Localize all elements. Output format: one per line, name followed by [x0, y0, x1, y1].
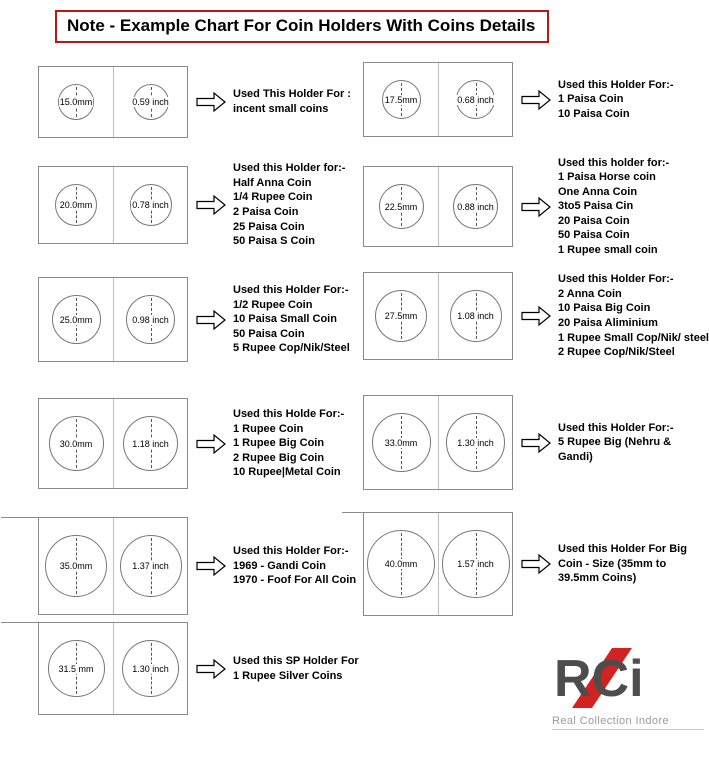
- coin-cell-inch: [438, 167, 512, 246]
- coin-holder-card: [38, 277, 188, 362]
- description-line: Used this Holde For:-: [233, 408, 345, 421]
- description-line: Used this Holder For:-: [233, 284, 349, 297]
- description-line: Used This Holder For :: [233, 88, 351, 101]
- description-line: Coin - Size (35mm to: [558, 557, 667, 570]
- coin-cell-inch: [113, 399, 187, 488]
- coin-circle-inch: [450, 290, 502, 342]
- coin-circle-mm: [372, 413, 431, 472]
- coin-cell-mm: [39, 623, 113, 714]
- coin-size-mm-label: 27.5mm: [384, 311, 418, 321]
- arrow-right-icon: [196, 433, 226, 455]
- coin-holder-card: [38, 517, 188, 615]
- holder-description: [233, 283, 367, 356]
- description-line: 1969 - Gandi Coin: [233, 559, 326, 572]
- description-line: 20 Paisa Coin: [558, 214, 630, 227]
- coin-cell-mm: [39, 67, 113, 137]
- coin-size-mm-label: 25.0mm: [59, 314, 93, 325]
- coin-holder-card: [363, 512, 513, 616]
- coin-size-mm-label: 33.0mm: [384, 437, 418, 448]
- description-line: 2 Rupee Big Coin: [233, 451, 325, 464]
- holder-row: [38, 622, 367, 715]
- coin-circle-inch: [133, 84, 169, 120]
- coin-size-inch-label: 1.08 inch: [457, 311, 494, 321]
- description-line: 25 Paisa Coin: [233, 220, 305, 233]
- coin-circle-inch: [122, 640, 179, 697]
- coin-circle-inch: [453, 184, 498, 229]
- description-line: 50 Paisa S Coin: [233, 235, 315, 248]
- coin-holder-card: [363, 272, 513, 360]
- description-line: Used this Holder For:-: [558, 421, 674, 434]
- coin-circle-inch: [126, 295, 175, 344]
- coin-holder-card: [363, 166, 513, 247]
- coin-circle-mm: [382, 80, 421, 119]
- coin-cell-inch: [113, 278, 187, 361]
- holder-description: [233, 654, 367, 683]
- coin-size-mm-label: 35.0mm: [59, 561, 93, 571]
- coin-holder-card: [38, 398, 188, 489]
- arrow-right-icon: [196, 555, 226, 577]
- description-line: 10 Paisa Big Coin: [558, 302, 651, 315]
- description-line: incent small coins: [233, 103, 329, 115]
- arrow-right-icon: [521, 553, 551, 575]
- coin-cell-inch: [113, 518, 187, 614]
- description-line: 1970 - Foof For All Coin: [233, 574, 357, 587]
- coin-circle-inch: [456, 80, 495, 119]
- coin-holder-card: [363, 395, 513, 490]
- description-line: 1 Rupee Small Cop/Nik/ steel: [558, 331, 709, 344]
- description-line: 2 Rupee Cop/Nik/Steel: [558, 346, 675, 359]
- coin-circle-inch: [442, 530, 510, 598]
- holder-row: [363, 272, 709, 360]
- holder-row: [38, 517, 367, 615]
- arrow-right-icon: [521, 196, 551, 218]
- arrow-right-icon: [196, 194, 226, 216]
- coin-circle-inch: [120, 535, 182, 597]
- coin-cell-mm: [364, 63, 438, 136]
- description-line: Used this Holder For Big: [558, 543, 687, 556]
- coin-circle-inch: [123, 416, 178, 471]
- description-line: One Anna Coin: [558, 185, 638, 198]
- description-line: Used this Holder For:-: [233, 545, 349, 558]
- coin-circle-inch: [130, 184, 172, 226]
- coin-cell-mm: [364, 396, 438, 489]
- coin-size-mm-label: 40.0mm: [384, 559, 418, 569]
- coin-holder-card: [38, 66, 188, 138]
- description-line: Used this Holder For:-: [558, 78, 674, 91]
- coin-size-inch-label: 0.68 inch: [457, 94, 494, 105]
- coin-size-inch-label: 1.30 inch: [132, 663, 169, 674]
- coin-cell-mm: [364, 273, 438, 359]
- coin-holder-card: [38, 166, 188, 244]
- description-line: Half Anna Coin: [233, 176, 312, 189]
- coin-cell-mm: [39, 278, 113, 361]
- coin-cell-inch: [438, 513, 512, 615]
- holder-row: [38, 66, 367, 138]
- coin-circle-mm: [58, 84, 94, 120]
- holder-description: [233, 407, 367, 480]
- description-line: 1 Rupee Big Coin: [233, 437, 325, 450]
- description-line: 39.5mm Coins): [558, 572, 637, 585]
- description-line: 50 Paisa Coin: [233, 327, 305, 340]
- coin-cell-mm: [39, 518, 113, 614]
- arrow-right-icon: [521, 432, 551, 454]
- coin-size-inch-label: 1.37 inch: [132, 561, 169, 571]
- arrow-right-icon: [521, 305, 551, 327]
- description-line: Used this Holder For:-: [558, 273, 674, 286]
- coin-size-mm-label: 17.5mm: [384, 94, 418, 105]
- description-line: Used this holder for:-: [558, 156, 670, 169]
- holder-description: [233, 544, 367, 588]
- coin-cell-mm: [364, 167, 438, 246]
- description-line: Used this SP Holder For: [233, 654, 359, 667]
- page-title: Note - Example Chart For Coin Holders With Coins Details: [55, 10, 549, 43]
- coin-cell-inch: [438, 273, 512, 359]
- coin-cell-inch: [113, 167, 187, 243]
- holder-description: [233, 161, 367, 248]
- coin-cell-mm: [39, 167, 113, 243]
- coin-size-mm-label: 20.0mm: [59, 200, 93, 210]
- coin-size-mm-label: 15.0mm: [59, 97, 93, 107]
- coin-size-inch-label: 0.88 inch: [457, 201, 494, 212]
- coin-cell-mm: [39, 399, 113, 488]
- coin-circle-mm: [49, 416, 104, 471]
- coin-circle-mm: [55, 184, 97, 226]
- description-line: 2 Anna Coin: [558, 287, 622, 300]
- rci-logo-graphic: [552, 648, 692, 708]
- arrow-right-icon: [196, 309, 226, 331]
- coin-cell-inch: [438, 396, 512, 489]
- logo-letters: RCi: [554, 650, 644, 708]
- coin-cell-inch: [438, 63, 512, 136]
- description-line: 1 Rupee Coin: [233, 422, 304, 435]
- coin-circle-mm: [48, 640, 105, 697]
- coin-circle-mm: [52, 295, 101, 344]
- coin-size-inch-label: 1.30 inch: [457, 437, 494, 448]
- coin-cell-inch: [113, 67, 187, 137]
- rci-logo-mark: [552, 648, 704, 713]
- coin-size-inch-label: 0.78 inch: [132, 200, 169, 210]
- table-edge-line: [1, 517, 39, 518]
- description-line: 1 Rupee Silver Coins: [233, 669, 343, 682]
- coin-circle-mm: [379, 184, 424, 229]
- description-line: 3to5 Paisa Cin: [558, 200, 634, 213]
- coin-size-inch-label: 1.18 inch: [132, 438, 169, 449]
- description-line: 2 Paisa Coin: [233, 206, 299, 218]
- holder-row: [38, 162, 367, 248]
- coin-size-mm-label: 22.5mm: [384, 201, 418, 212]
- description-line: 5 Rupee Big (Nehru &: [558, 436, 672, 449]
- description-line: 1/4 Rupee Coin: [233, 191, 313, 204]
- rci-logo: [552, 648, 704, 730]
- holder-description: [558, 542, 709, 586]
- coin-circle-mm: [45, 535, 107, 597]
- table-edge-line: [1, 622, 39, 623]
- holder-description: [558, 421, 709, 465]
- holder-row: [363, 512, 709, 616]
- coin-circle-mm: [375, 290, 427, 342]
- coin-size-mm-label: 30.0mm: [59, 438, 93, 449]
- holder-row: [363, 156, 709, 256]
- holder-row: [38, 277, 367, 362]
- coin-circle-mm: [367, 530, 435, 598]
- description-line: 10 Paisa Small Coin: [233, 313, 337, 326]
- holder-row: [363, 395, 709, 490]
- holder-description: [558, 156, 709, 258]
- coin-size-inch-label: 0.59 inch: [132, 97, 169, 107]
- coin-circle-inch: [446, 413, 505, 472]
- description-line: 1 Rupee small coin: [558, 243, 658, 256]
- holder-description: [558, 78, 709, 122]
- coin-holder-card: [38, 622, 188, 715]
- holder-description: [233, 87, 367, 116]
- description-line: 50 Paisa Coin: [558, 229, 630, 242]
- description-line: 5 Rupee Cop/Nik/Steel: [233, 342, 350, 355]
- table-edge-line: [342, 512, 364, 513]
- description-line: 10 Paisa Coin: [558, 107, 630, 120]
- description-line: 1/2 Rupee Coin: [233, 298, 313, 311]
- holder-row: [38, 398, 367, 489]
- coin-size-mm-label: 31.5 mm: [58, 663, 94, 674]
- arrow-right-icon: [521, 89, 551, 111]
- holder-description: [558, 272, 709, 359]
- description-line: 10 Rupee|Metal Coin: [233, 466, 341, 479]
- holder-row: [363, 62, 709, 137]
- description-line: 20 Paisa Aliminium: [558, 317, 658, 329]
- description-line: 1 Paisa Coin: [558, 93, 624, 106]
- arrow-right-icon: [196, 658, 226, 680]
- coin-cell-mm: [364, 513, 438, 615]
- coin-size-inch-label: 0.98 inch: [132, 314, 169, 325]
- logo-caption: Real Collection Indore: [552, 715, 704, 730]
- description-line: 1 Paisa Horse coin: [558, 171, 656, 184]
- coin-size-inch-label: 1.57 inch: [457, 559, 494, 569]
- arrow-right-icon: [196, 91, 226, 113]
- coin-cell-inch: [113, 623, 187, 714]
- coin-holder-card: [363, 62, 513, 137]
- description-line: Gandi): [558, 450, 593, 463]
- description-line: Used this Holder for:-: [233, 162, 346, 175]
